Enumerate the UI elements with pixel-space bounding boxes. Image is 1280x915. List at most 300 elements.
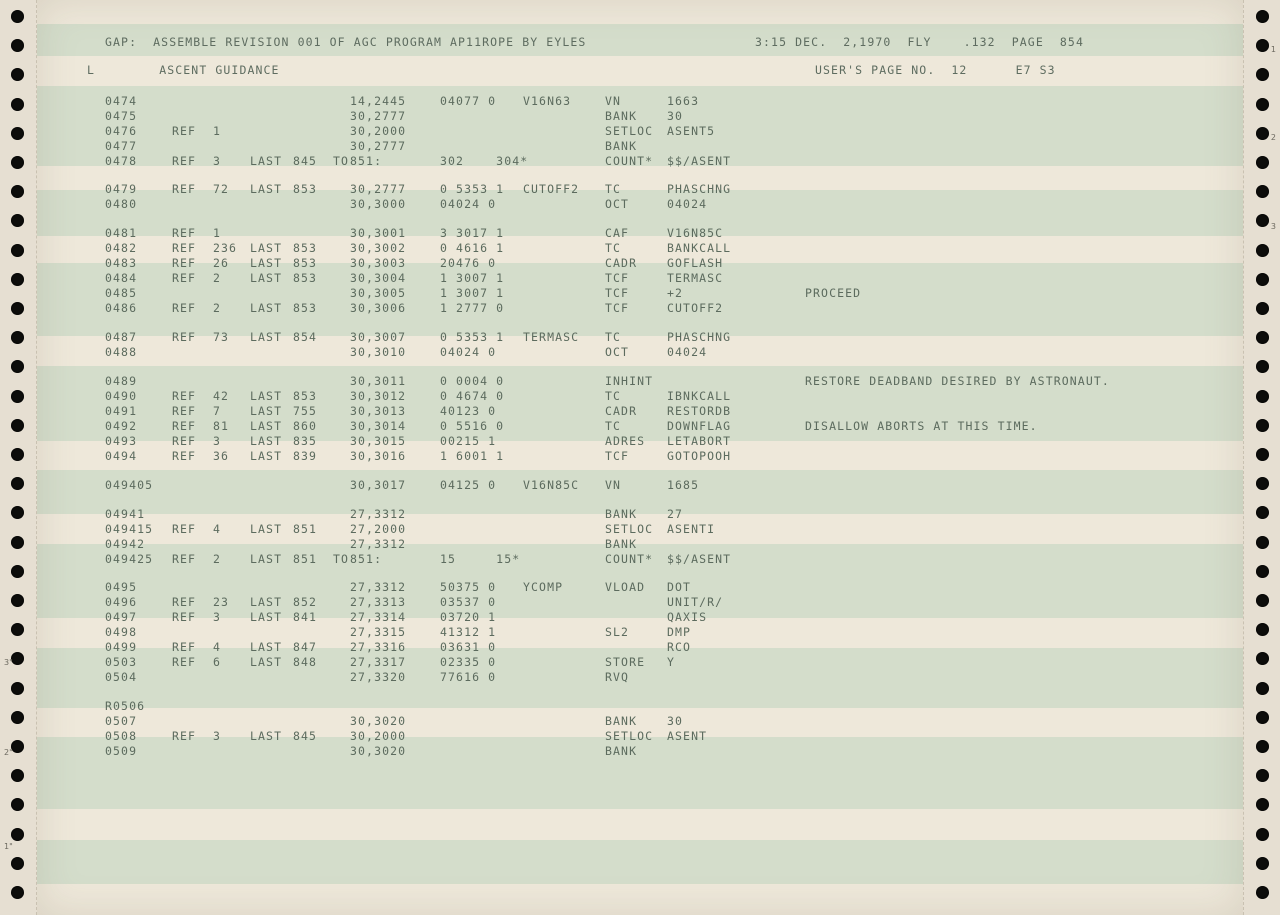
listing-cell-refn: 7 [213, 404, 222, 418]
listing-cell-arg: PHASCHNG [667, 182, 732, 196]
sprocket-hole [1256, 273, 1269, 286]
listing-cell-seq: 0480 [105, 197, 138, 211]
listing-cell-lastn: 853 [293, 301, 318, 315]
paper-sheet [37, 0, 1243, 915]
listing-cell-op: VN [605, 94, 622, 108]
ruler-mark: 3" [4, 658, 13, 667]
sprocket-hole [11, 886, 24, 899]
listing-cell-word: 0 4674 0 [440, 389, 505, 403]
listing-cell-addr: 27,3312 [350, 507, 407, 521]
sprocket-hole [1256, 302, 1269, 315]
sprocket-hole [11, 623, 24, 636]
listing-cell-op: BANK [605, 537, 638, 551]
sprocket-hole [1256, 98, 1269, 111]
sprocket-hole [1256, 623, 1269, 636]
sprocket-hole [1256, 331, 1269, 344]
sprocket-hole [1256, 448, 1269, 461]
sprocket-hole [1256, 857, 1269, 870]
sprocket-hole [11, 477, 24, 490]
listing-cell-label: V16N85C [523, 478, 580, 492]
sprocket-hole [11, 185, 24, 198]
listing-cell-op: TC [605, 419, 622, 433]
listing-cell-last: LAST [250, 729, 283, 743]
listing-cell-last: LAST [250, 256, 283, 270]
listing-cell-addr: 30,2777 [350, 109, 407, 123]
listing-cell-addr: 27,3313 [350, 595, 407, 609]
sprocket-hole [11, 39, 24, 52]
listing-cell-seq: 0497 [105, 610, 138, 624]
sprocket-hole [1256, 127, 1269, 140]
sprocket-hole [1256, 828, 1269, 841]
listing-cell-addr: 30,3010 [350, 345, 407, 359]
sprocket-hole [11, 156, 24, 169]
listing-cell-seq: 049415 [105, 522, 154, 536]
sprocket-hole [1256, 244, 1269, 257]
listing-cell-lastn: 835 [293, 434, 318, 448]
listing-cell-arg: CUTOFF2 [667, 301, 724, 315]
sprocket-hole [1256, 886, 1269, 899]
listing-cell-refn: 3 [213, 729, 222, 743]
listing-cell-arg: DMP [667, 625, 692, 639]
listing-cell-arg: QAXIS [667, 610, 708, 624]
sprocket-hole [11, 331, 24, 344]
listing-cell-cmt: PROCEED [805, 286, 862, 300]
listing-cell-refn: 3 [213, 154, 222, 168]
listing-cell-refn: 4 [213, 522, 222, 536]
sprocket-hole [1256, 10, 1269, 23]
listing-cell-ref: REF [172, 241, 197, 255]
listing-cell-arg: BANKCALL [667, 241, 732, 255]
listing-cell-arg: 04024 [667, 197, 708, 211]
listing-cell-addr: 30,3020 [350, 714, 407, 728]
sprocket-hole [11, 448, 24, 461]
listing-cell-word: 0 4616 1 [440, 241, 505, 255]
listing-cell-op: SETLOC [605, 729, 654, 743]
listing-cell-last: LAST [250, 389, 283, 403]
listing-cell-op: VN [605, 478, 622, 492]
listing-cell-addr: 30,3020 [350, 744, 407, 758]
listing-cell-seq: 049405 [105, 478, 154, 492]
listing-cell-lastn: 860 [293, 419, 318, 433]
listing-cell-word: 0 5516 0 [440, 419, 505, 433]
listing-cell-arg: 1685 [667, 478, 700, 492]
listing-cell-arg: LETABORT [667, 434, 732, 448]
listing-cell-seq: 0492 [105, 419, 138, 433]
listing-cell-addr: 30,2000 [350, 729, 407, 743]
listing-cell-lastn: 853 [293, 182, 318, 196]
listing-cell-addr: 30,2777 [350, 182, 407, 196]
sprocket-hole [11, 769, 24, 782]
sprocket-hole [1256, 68, 1269, 81]
listing-cell-addr: 27,3317 [350, 655, 407, 669]
listing-cell-word: 1 3007 1 [440, 286, 505, 300]
listing-cell-last: LAST [250, 330, 283, 344]
listing-cell-seq: 0485 [105, 286, 138, 300]
listing-cell-arg: 30 [667, 109, 684, 123]
listing-cell-addr: 27,3316 [350, 640, 407, 654]
sprocket-hole [11, 302, 24, 315]
sprocket-hole [1256, 594, 1269, 607]
sprocket-hole [1256, 185, 1269, 198]
listing-cell-addr: 30,3007 [350, 330, 407, 344]
listing-cell-addr: 30,3004 [350, 271, 407, 285]
listing-cell-ref: REF [172, 301, 197, 315]
listing-cell-arg: 27 [667, 507, 684, 521]
sprocket-hole [11, 506, 24, 519]
listing-cell-ref: REF [172, 419, 197, 433]
listing-cell-lastn: 755 [293, 404, 318, 418]
listing-cell-addr: 27,3314 [350, 610, 407, 624]
listing-cell-addr: 30,3001 [350, 226, 407, 240]
listing-cell-ref: REF [172, 655, 197, 669]
listing-cell-op: BANK [605, 139, 638, 153]
listing-cell-last: LAST [250, 182, 283, 196]
sprocket-hole [11, 127, 24, 140]
listing-cell-seq: 0478 [105, 154, 138, 168]
listing-cell-arg: 30 [667, 714, 684, 728]
listing-cell-ref: REF [172, 271, 197, 285]
listing-cell-addr: 30,3012 [350, 389, 407, 403]
listing-cell-op: TC [605, 241, 622, 255]
sprocket-hole [11, 419, 24, 432]
listing-cell-arg: PHASCHNG [667, 330, 732, 344]
listing-cell-op: BANK [605, 507, 638, 521]
listing-cell-lastn: 851 [293, 522, 318, 536]
listing-cell-word: 77616 0 [440, 670, 497, 684]
sprocket-hole [11, 565, 24, 578]
listing-cell-op: SETLOC [605, 124, 654, 138]
listing-cell-arg: TERMASC [667, 271, 724, 285]
listing-cell-refn: 73 [213, 330, 230, 344]
listing-cell-seq: 049425 [105, 552, 154, 566]
listing-cell-refn: 2 [213, 301, 222, 315]
listing-cell-arg: 1663 [667, 94, 700, 108]
listing-cell-seq: 0489 [105, 374, 138, 388]
listing-cell-seq: 0483 [105, 256, 138, 270]
listing-cell-seq: 0487 [105, 330, 138, 344]
sprocket-hole [11, 214, 24, 227]
listing-cell-ref: REF [172, 389, 197, 403]
listing-cell-refn: 4 [213, 640, 222, 654]
listing-cell-last: LAST [250, 434, 283, 448]
listing-cell-seq: 04941 [105, 507, 146, 521]
listing-cell-ref: REF [172, 595, 197, 609]
listing-cell-op: TCF [605, 449, 630, 463]
listing-cell-addr: 30,3016 [350, 449, 407, 463]
listing-cell-op: VLOAD [605, 580, 646, 594]
listing-cell-ref: REF [172, 404, 197, 418]
listing-cell-op: CAF [605, 226, 630, 240]
listing-cell-op: RVQ [605, 670, 630, 684]
listing-cell-ref: REF [172, 610, 197, 624]
sprocket-hole [1256, 536, 1269, 549]
listing-cell-last: LAST [250, 449, 283, 463]
listing-cell-addr: 30,3005 [350, 286, 407, 300]
listing-cell-seq: 0484 [105, 271, 138, 285]
listing-cell-refn: 23 [213, 595, 230, 609]
sprocket-hole [11, 98, 24, 111]
sprocket-hole [11, 244, 24, 257]
listing-cell-refn: 1 [213, 124, 222, 138]
listing-cell-to: TO [333, 552, 350, 566]
listing-cell-lastn: 845 [293, 154, 318, 168]
listing-cell-op: INHINT [605, 374, 654, 388]
listing-cell-word: 15 15* [440, 552, 521, 566]
listing-cell-refn: 3 [213, 610, 222, 624]
listing-cell-ref: REF [172, 552, 197, 566]
listing-cell-word: 20476 0 [440, 256, 497, 270]
listing-cell-ref: REF [172, 449, 197, 463]
sprocket-hole [1256, 156, 1269, 169]
listing-cell-word: 3 3017 1 [440, 226, 505, 240]
listing-cell-last: LAST [250, 655, 283, 669]
sprocket-hole [11, 711, 24, 724]
listing-cell-lastn: 852 [293, 595, 318, 609]
listing-cell-addr: 30,2777 [350, 139, 407, 153]
listing-cell-ref: REF [172, 522, 197, 536]
listing-cell-arg: 04024 [667, 345, 708, 359]
listing-cell-seq: 0481 [105, 226, 138, 240]
listing-cell-lastn: 847 [293, 640, 318, 654]
sprocket-hole [1256, 477, 1269, 490]
listing-cell-op: TCF [605, 271, 630, 285]
listing-cell-op: COUNT* [605, 154, 654, 168]
listing-cell-ref: REF [172, 434, 197, 448]
listing-cell-lastn: 841 [293, 610, 318, 624]
listing-cell-op: CADR [605, 404, 638, 418]
sprocket-hole [1256, 711, 1269, 724]
listing-cell-addr: 14,2445 [350, 94, 407, 108]
sprocket-hole [1256, 390, 1269, 403]
listing-cell-arg: IBNKCALL [667, 389, 732, 403]
listing-cell-to: TO [333, 154, 350, 168]
listing-cell-lastn: 853 [293, 271, 318, 285]
sprocket-hole [11, 68, 24, 81]
listing-cell-seq: 0490 [105, 389, 138, 403]
listing-cell-ref: REF [172, 640, 197, 654]
listing-cell-seq: 0488 [105, 345, 138, 359]
listing-cell-refn: 72 [213, 182, 230, 196]
listing-cell-seq: 0474 [105, 94, 138, 108]
listing-cell-addr: 27,3315 [350, 625, 407, 639]
sprocket-hole [1256, 682, 1269, 695]
listing-cell-arg: DOT [667, 580, 692, 594]
sprocket-hole [11, 740, 24, 753]
listing-cell-lastn: 845 [293, 729, 318, 743]
listing-cell-last: LAST [250, 610, 283, 624]
listing-cell-op: SETLOC [605, 522, 654, 536]
sprocket-hole [1256, 740, 1269, 753]
listing-cell-addr: 30,3013 [350, 404, 407, 418]
listing-cell-label: YCOMP [523, 580, 564, 594]
listing-cell-op: CADR [605, 256, 638, 270]
listing-cell-op: TC [605, 389, 622, 403]
listing-cell-last: LAST [250, 301, 283, 315]
listing-cell-label: CUTOFF2 [523, 182, 580, 196]
listing-cell-lastn: 839 [293, 449, 318, 463]
listing-cell-refn: 1 [213, 226, 222, 240]
listing-cell-refn: 81 [213, 419, 230, 433]
sprocket-hole [1256, 39, 1269, 52]
listing-cell-cmt: RESTORE DEADBAND DESIRED BY ASTRONAUT. [805, 374, 1110, 388]
listing-cell-lastn: 848 [293, 655, 318, 669]
listing-cell-op: OCT [605, 345, 630, 359]
listing-cell-seq: 0494 [105, 449, 138, 463]
sprocket-hole [11, 682, 24, 695]
sprocket-hole [1256, 652, 1269, 665]
listing-cell-arg: ASENT5 [667, 124, 716, 138]
listing-cell-refn: 6 [213, 655, 222, 669]
sprocket-hole [1256, 769, 1269, 782]
listing-cell-ref: REF [172, 154, 197, 168]
listing-cell-op: TCF [605, 301, 630, 315]
listing-cell-seq: 0499 [105, 640, 138, 654]
listing-cell-arg: UNIT/R/ [667, 595, 724, 609]
listing-cell-addr: 27,3312 [350, 537, 407, 551]
listing-cell-refn: 42 [213, 389, 230, 403]
listing-cell-word: 1 6001 1 [440, 449, 505, 463]
listing-cell-op: TC [605, 182, 622, 196]
listing-cell-last: LAST [250, 595, 283, 609]
listing-cell-word: 1 2777 0 [440, 301, 505, 315]
listing-header-left: GAP: ASSEMBLE REVISION 001 OF AGC PROGRAM AP11ROPE BY EYLES [105, 35, 587, 49]
listing-cell-op: BANK [605, 714, 638, 728]
listing-cell-lastn: 853 [293, 256, 318, 270]
listing-cell-word: 03537 0 [440, 595, 497, 609]
listing-cell-refn: 2 [213, 271, 222, 285]
listing-cell-refn: 3 [213, 434, 222, 448]
sprocket-hole [1256, 798, 1269, 811]
listing-cell-ref: REF [172, 226, 197, 240]
sprocket-hole [11, 652, 24, 665]
listing-cell-word: 02335 0 [440, 655, 497, 669]
listing-cell-arg: RCO [667, 640, 692, 654]
listing-subheader-right: USER'S PAGE NO. 12 E7 S3 [815, 63, 1056, 77]
listing-cell-op: TCF [605, 286, 630, 300]
listing-cell-arg: V16N85C [667, 226, 724, 240]
listing-cell-last: LAST [250, 640, 283, 654]
listing-cell-op: BANK [605, 109, 638, 123]
listing-cell-op: COUNT* [605, 552, 654, 566]
ruler-mark: 1" [4, 842, 13, 851]
listing-cell-arg: $$/ASENT [667, 552, 732, 566]
listing-cell-seq: 0504 [105, 670, 138, 684]
listing-cell-word: 03631 0 [440, 640, 497, 654]
listing-cell-arg: $$/ASENT [667, 154, 732, 168]
listing-cell-label: V16N63 [523, 94, 572, 108]
listing-cell-addr: 30,3006 [350, 301, 407, 315]
listing-cell-addr: 27,3312 [350, 580, 407, 594]
listing-cell-ref: REF [172, 330, 197, 344]
listing-cell-refn: 2 [213, 552, 222, 566]
listing-cell-word: 1 3007 1 [440, 271, 505, 285]
sprocket-hole [1256, 214, 1269, 227]
listing-cell-seq: R0506 [105, 699, 146, 713]
listing-cell-seq: 0507 [105, 714, 138, 728]
listing-cell-addr: 30,2000 [350, 124, 407, 138]
ruler-mark: 1 [1270, 45, 1276, 54]
listing-cell-word: 04077 0 [440, 94, 497, 108]
listing-cell-seq: 0498 [105, 625, 138, 639]
listing-cell-seq: 0476 [105, 124, 138, 138]
listing-cell-addr: 30,3015 [350, 434, 407, 448]
sprocket-hole [11, 857, 24, 870]
listing-cell-addr: 30,3017 [350, 478, 407, 492]
listing-cell-seq: 0475 [105, 109, 138, 123]
sprocket-hole [1256, 506, 1269, 519]
sprocket-hole [11, 828, 24, 841]
sprocket-hole [1256, 565, 1269, 578]
listing-cell-arg: GOFLASH [667, 256, 724, 270]
listing-cell-seq: 04942 [105, 537, 146, 551]
listing-cell-addr: 30,3003 [350, 256, 407, 270]
sprocket-hole [11, 10, 24, 23]
listing-cell-arg: DOWNFLAG [667, 419, 732, 433]
ruler-mark: 3 [1270, 222, 1276, 231]
listing-cell-seq: 0509 [105, 744, 138, 758]
listing-cell-last: LAST [250, 522, 283, 536]
listing-cell-arg: ASENTI [667, 522, 716, 536]
tractor-feed-strip-left [0, 0, 37, 915]
listing-cell-seq: 0503 [105, 655, 138, 669]
sprocket-hole [11, 798, 24, 811]
listing-cell-addr: 851: [350, 154, 383, 168]
listing-subheader-left: L ASCENT GUIDANCE [87, 63, 280, 77]
listing-cell-cmt: DISALLOW ABORTS AT THIS TIME. [805, 419, 1038, 433]
listing-cell-word: 40123 0 [440, 404, 497, 418]
listing-cell-last: LAST [250, 154, 283, 168]
listing-cell-op: ADRES [605, 434, 646, 448]
listing-cell-word: 302 304* [440, 154, 529, 168]
listing-cell-op: TC [605, 330, 622, 344]
sprocket-hole [1256, 360, 1269, 373]
listing-cell-word: 0 5353 1 [440, 330, 505, 344]
listing-cell-lastn: 854 [293, 330, 318, 344]
listing-cell-last: LAST [250, 404, 283, 418]
listing-cell-op: SL2 [605, 625, 630, 639]
listing-cell-refn: 36 [213, 449, 230, 463]
listing-cell-ref: REF [172, 256, 197, 270]
listing-cell-word: 00215 1 [440, 434, 497, 448]
listing-cell-last: LAST [250, 552, 283, 566]
listing-cell-addr: 30,3014 [350, 419, 407, 433]
listing-cell-lastn: 853 [293, 241, 318, 255]
listing-cell-label: TERMASC [523, 330, 580, 344]
sprocket-hole [11, 594, 24, 607]
listing-cell-word: 41312 1 [440, 625, 497, 639]
sprocket-hole [1256, 419, 1269, 432]
listing-cell-addr: 30,3000 [350, 197, 407, 211]
listing-cell-ref: REF [172, 124, 197, 138]
listing-cell-op: BANK [605, 744, 638, 758]
listing-cell-refn: 26 [213, 256, 230, 270]
listing-header-right: 3:15 DEC. 2,1970 FLY .132 PAGE 854 [755, 35, 1084, 49]
listing-cell-word: 04024 0 [440, 345, 497, 359]
listing-cell-seq: 0482 [105, 241, 138, 255]
listing-cell-addr: 30,3002 [350, 241, 407, 255]
listing-cell-arg: ASENT [667, 729, 708, 743]
sprocket-hole [11, 273, 24, 286]
listing-cell-seq: 0508 [105, 729, 138, 743]
listing-cell-word: 04125 0 [440, 478, 497, 492]
listing-cell-word: 04024 0 [440, 197, 497, 211]
listing-cell-word: 03720 1 [440, 610, 497, 624]
listing-cell-arg: GOTOPOOH [667, 449, 732, 463]
listing-cell-op: OCT [605, 197, 630, 211]
listing-cell-addr: 30,3011 [350, 374, 407, 388]
listing-cell-lastn: 853 [293, 389, 318, 403]
listing-cell-last: LAST [250, 419, 283, 433]
